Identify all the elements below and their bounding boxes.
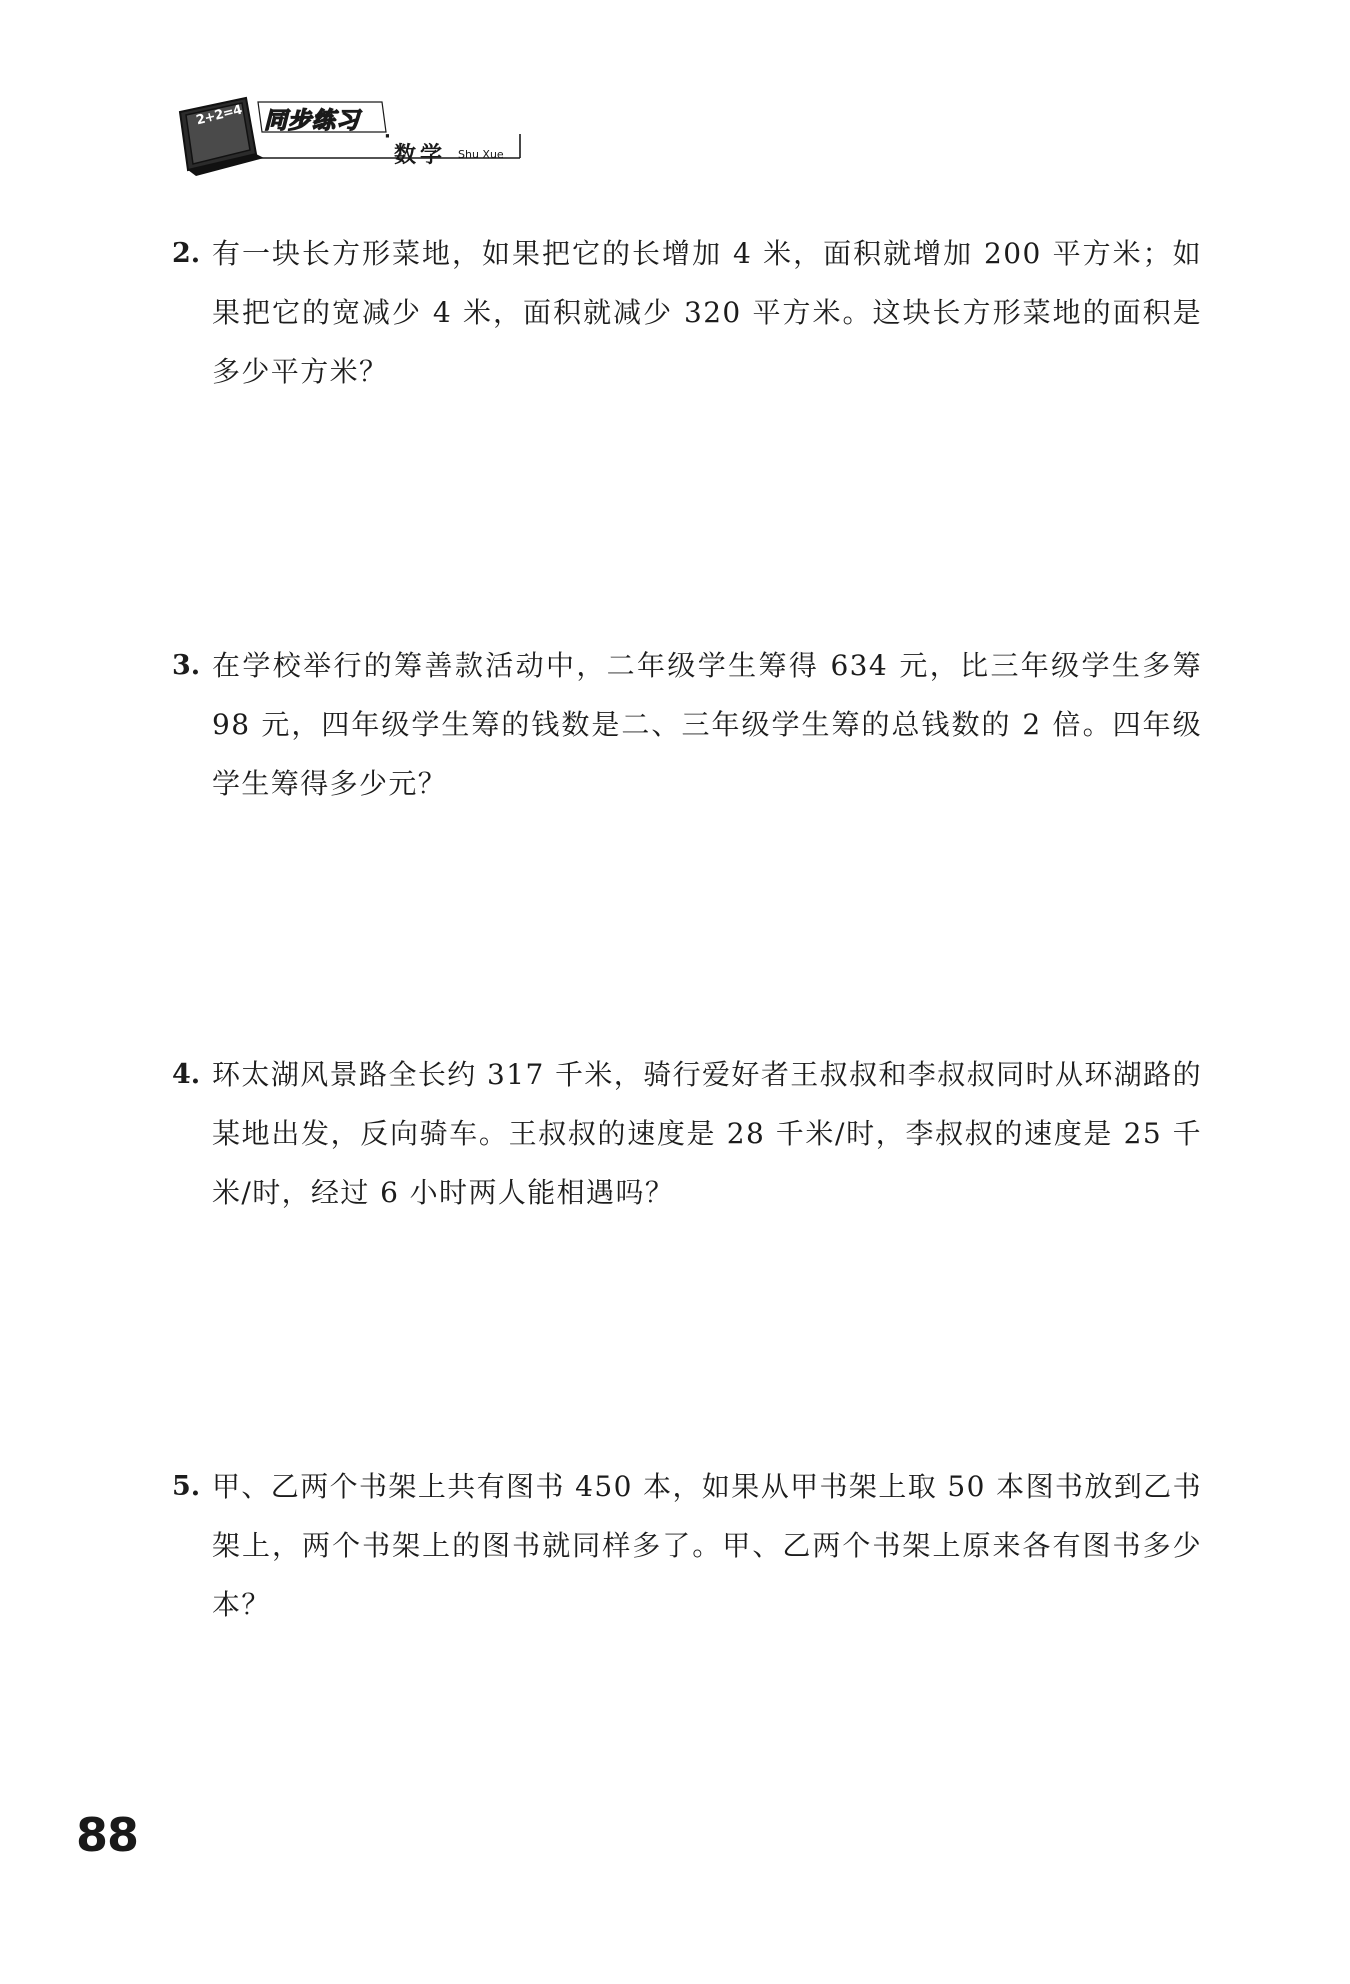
header-separator: ·: [384, 126, 391, 147]
chalkboard-text: 2+2=4: [194, 102, 244, 129]
problem-text: 环太湖风景路全长约 317 千米，骑行爱好者王叔叔和李叔叔同时从环湖路的某地出发，反向骑车。王叔叔的速度是 28 千米/时，李叔叔的速度是 25 千米/时，经过 6 小时两人能相遇吗？: [212, 1058, 1202, 1209]
problem-3: [172, 636, 1202, 813]
problem-number: 4.: [172, 1059, 201, 1090]
page-number: 88: [76, 1808, 139, 1862]
problem-text: 在学校举行的筹善款活动中，二年级学生筹得 634 元，比三年级学生多筹 98 元，四年级学生筹的钱数是二、三年级学生筹的总钱数的 2 倍。四年级学生筹得多少元？: [212, 649, 1202, 800]
problem-2: [172, 224, 1202, 401]
problem-number: 5.: [172, 1471, 201, 1502]
page-header: [172, 92, 522, 178]
problem-4: [172, 1045, 1202, 1222]
problem-text: 有一块长方形菜地，如果把它的长增加 4 米，面积就增加 200 平方米；如果把它的宽减少 4 米，面积就减少 320 平方米。这块长方形菜地的面积是多少平方米？: [212, 237, 1202, 388]
subject-name: 数学: [394, 143, 447, 168]
problem-text: 甲、乙两个书架上共有图书 450 本，如果从甲书架上取 50 本图书放到乙书架上，两个书架上的图书就同样多了。甲、乙两个书架上原来各有图书多少本？: [212, 1470, 1202, 1621]
problem-number: 2.: [172, 238, 201, 269]
subject-pinyin: Shu Xue: [458, 148, 504, 161]
problem-5: [172, 1457, 1202, 1634]
series-title: 同步练习: [264, 108, 360, 134]
problem-number: 3.: [172, 650, 201, 681]
